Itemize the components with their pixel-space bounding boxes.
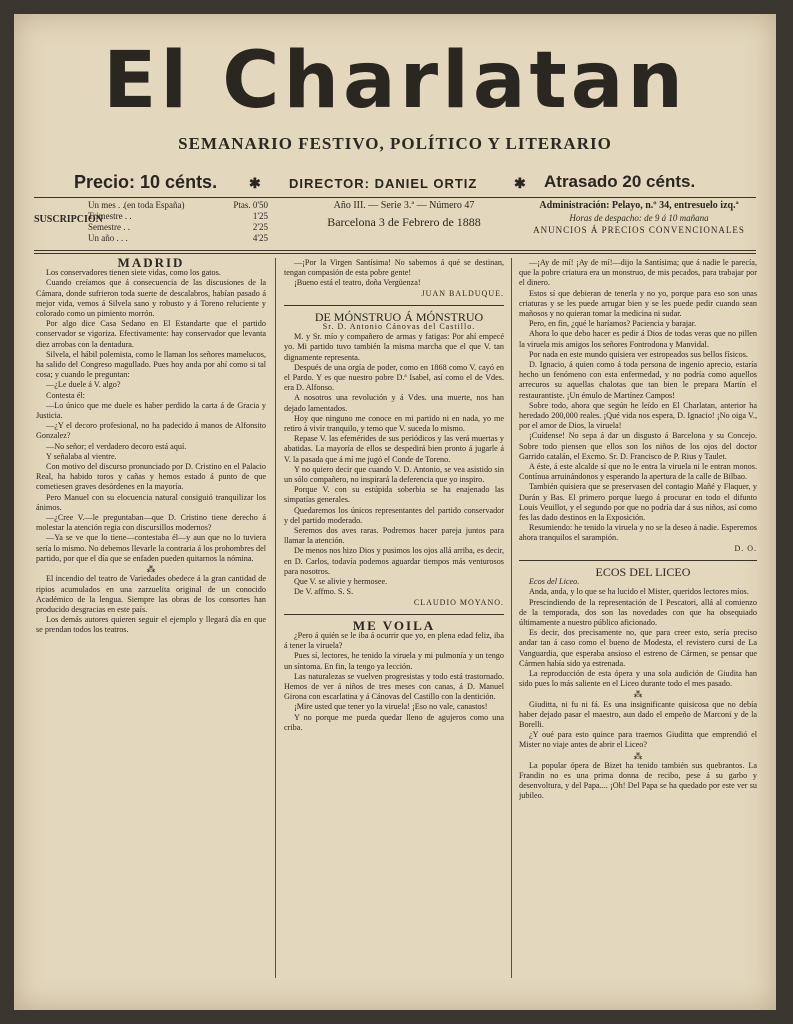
issue-info [304, 200, 504, 230]
paragraph: Las naturalezas se vuelven progresistas y todo está trastornado. Hemos de ver á niños de tres meses con canas, á D. Manuel Girona con escarlatina y á Cánovas del Castillo con la dentición. [284, 671, 504, 702]
paragraph: —¿Le duele á V. algo? [46, 380, 121, 390]
section-heading: ECOS DEL LICEO [595, 564, 691, 579]
top-rule [34, 197, 756, 198]
paragraph: Con motivo del discurso pronunciado por D. Cristino en el Palacio Real, ha habido toros y cañas y hemos estado á punto de que cometiesen graves desórdenes en la mayoría. [36, 462, 266, 492]
paragraph: Los conservadores tienen siete vidas, como los gatos. [46, 268, 221, 278]
admin-hours: Horas de despacho: de 9 á 10 mañana [569, 213, 709, 223]
paragraph: —¿Y el decoro profesional, no ha padecido á manos de Alfonsito Gonzalez? [36, 421, 266, 441]
column-3 [519, 258, 757, 988]
paragraph: ¡Mire usted que tener yo la viruela! ¡Eso no vale, canastos! [294, 702, 488, 712]
paragraph: ¡Bueno está el teatro, doña Vergüenza! [294, 278, 421, 288]
paragraph: Silvela, el hábil polemista, como le llaman los señores mamelucos, ha salido del Congreso magullado. Pues hoy anda por ahí como si tal cosa; y cuando le preguntan: [36, 349, 266, 380]
paragraph: Los demás autores quieren seguir el ejemplo y llegará día en que se prendan todos los teatros. [36, 615, 266, 635]
header-rule [34, 253, 756, 254]
subscription-row: Semestre . . 2'25 [88, 222, 268, 232]
paragraph: ¿Pero á quién se le iba á ocurrir que yo, en plena edad feliz, iba á tener la viruela? [284, 630, 504, 651]
signature: D. O. [734, 543, 757, 553]
section-heading: MADRID [117, 258, 185, 270]
paragraph: Que V. se alivie y hermosee. [294, 577, 388, 587]
asterism-icon: ⁂ [633, 689, 643, 700]
separator [284, 305, 504, 306]
paragraph: —No señor; el verdadero decoro está aquí. [46, 441, 187, 451]
director-label: DIRECTOR: DANIEL ORTIZ [289, 176, 478, 191]
paragraph: La popular ópera de Bizet ha tenido también sus quebrantos. La Frandin no es una prima donna de recibo, pese á su garbo y desenvoltura, y del Papa.... ¡Oh! Del Papa se ha quedado por este ver su jubileo. [519, 760, 757, 801]
paragraph: D. Ignacio, á quien como á toda persona de ingenio aprecio, estaría hecho un fenómeno con esta enfermedad, y no podría como aquellos arrecuros su aquellas chalotas que tan bien le prepara Martín el restaurantiste. ¡Un émulo de Martínez Campos! [519, 360, 757, 400]
paragraph: Sobre todo, ahora que según he leído en El Charlatan, anterior ha heredado 200,000 reales. ¡Qué vida nos espera, D. Ignacio! ¡No oiga V., por el amor de Dios, la viruela! [519, 400, 757, 431]
paragraph: También quisiera que se preservasen del contagio Mañé y Flaquer, y Durán y Bas. El primero porque luego á procurar en todo el difunto Louis Veuillot, y el segundo por que no podría dar á sus niños, así como fes las dado destinos en la Exposición. [519, 482, 757, 523]
column-1 [36, 258, 266, 988]
column-2 [284, 258, 504, 988]
paragraph: —¿Cree V.—le preguntaban—que D. Cristino tiene derecho á molestar la atención regia con discursillos modernos? [36, 513, 266, 533]
star-ornament-icon: ✱ [249, 175, 261, 191]
paragraph: Seremos dos aves raras. Podremos hacer pareja juntos para llamar la atención. [284, 526, 504, 546]
issue-date: Barcelona 3 de Febrero de 1888 [327, 215, 481, 229]
signature: CLAUDIO MOYANO. [413, 597, 504, 607]
paragraph: Después de una orgía de poder, como en 1868 como V. cayó en el Pardo. Y es que nuestro pobre D.ª Isabel, así como el de Vdes. era D. Alfonso. [284, 362, 504, 393]
paragraph: Por algo dice Casa Sedano en El Estandarte que el partido conservador se vigoriza. Efectivamente: hay conservador que levanta diez arrobas con la dentadura. [36, 319, 266, 349]
paragraph: A éste, á este alcalde sí que no le entra la viruela ni le entran monos. Contínua arruinándonos y esperando la apertura de la calle de Bilbao. [519, 462, 757, 482]
paragraph: Quedaremos los únicos representantes del partido conservador y del partido moderado. [284, 505, 504, 525]
section-heading: DE MÓNSTRUO Á MÓNSTRUO [314, 309, 484, 324]
paragraph: —Lo único que me duele es haber perdido la carta á de Gracia y Justicia. [36, 400, 266, 421]
paragraph: Ahora lo que debo hacer es pedir á Dios de todas veras que no pillen la viruela mis amigos los señores Fontrodona y Manvidal. [519, 329, 757, 349]
price-label: Precio: 10 cénts. [74, 172, 218, 192]
paragraph: De menos nos hizo Dios y pusimos los ojos allá arriba, es decir, en D. Carlos, todavía podemos aguardar tiempos más venturosos para nosotros. [284, 546, 504, 576]
subscription-row: Un mes . . (en toda España) Ptas. 0'50 [88, 200, 268, 210]
paragraph: Contesta él: [46, 390, 85, 400]
masthead-subtitle: SEMANARIO FESTIVO, POLÍTICO Y LITERARIO [178, 134, 612, 153]
subscription-table [34, 200, 268, 246]
paragraph: Prescindiendo de la representación de I Pescatori, allá al comienzo de la temporada, dos son las novedades con que ha obsequiado últimamente a nuestro público aficionado. [519, 597, 757, 627]
paragraph: Porque V. con su estúpida soberbia se ha enajenado las simpatías generales. [284, 485, 504, 505]
administration-info [519, 200, 759, 235]
column-divider [511, 258, 512, 978]
paragraph: ¿Y oué para esto quince para traernos Giuditta que emprendió el Mister no viaje antes de abrir el Liceo? [519, 730, 757, 750]
separator [519, 560, 757, 561]
paragraph: El incendio del teatro de Variedades obedece á la gran cantidad de ripios acumulados en una zarzuelita original de un conocido Académico de la lengua. Siempre las obras de los consortes han producido desgracias en este país. [36, 574, 266, 614]
paragraph: Cuando creíamos que á consecuencia de las discusiones de la Cámara, donde sufrieron toda suerte de descalabros, habían pasado á mejor vida, vemos á Silvela sano y robusto y á Toreno reluciente y colorado como un pimiento morrón. [36, 278, 266, 319]
paragraph: ¡Cuídense! No sepa á dar un disgusto á Barcelona y su Concejo. Sobre todo piensen que ellos son los niños de los ojos del doctor Garrido catalán, el Excmo. Sr. D. Francisco de P. Rius y Taulet. [519, 431, 757, 461]
price-line [74, 172, 754, 194]
subscription-row: Trimestre . . 1'25 [88, 211, 268, 221]
asterism-icon: ⁂ [146, 564, 156, 575]
paragraph: —¡Por la Virgen Santísima! No sabemos á qué se destinan, tengan compasión de esta pobre gente! [284, 258, 504, 278]
separator [284, 614, 504, 615]
paragraph: Y no quiero decir que cuando V. D. Antonio, se vea asistido sin un sólo compañero, no inspirará la deferencia que yo inspiro. [284, 464, 504, 485]
paragraph: Giuditta, ni fu ni fá. Es una insignificante quisicosa que no debía haber dejado pasar el maestro, aun dado el empeño de Marconi y de la Borelli. [519, 699, 757, 729]
masthead-title: El Charlatan [103, 36, 687, 126]
paragraph: Pero Manuel con su elocuencia natural consiguió tranquilizar los ánimos. [36, 492, 266, 512]
paragraph: Anda, anda, y lo que se ha lucido el Mister, queridos lectores míos. [529, 587, 749, 597]
paragraph: Estos sí que debieran de tenerla y no yo, porque para eso son unas criaturas y se les puede arrugar bien y se les puede pedir cuando sean mañosos y no quieran tomar la medicina ni sudar. [519, 288, 757, 319]
paragraph: A nosotros una revolución y á Vdes. una muerte, nos han dejado lamentados. [284, 393, 504, 413]
subscription-row: Un año . . . 4'25 [88, 233, 268, 243]
signature: JUAN BALDUQUE. [421, 288, 504, 298]
paragraph: Es decir, dos precisamente no, que para creer esto, sería preciso andar tan á caso como el bueno de Modesta, el revistero cursi de La Vanguardia, que esperaba ansioso el estreno de Cármen, se pensar que Cármen había sido ya estrenada. [519, 628, 757, 668]
paragraph: Resumiendo: he tenido la viruela y no se la deseo á nadie. Esperemos ahora tranquilos el sarampión. [519, 523, 757, 543]
salutation: Sr. D. Antonio Cánovas del Castillo. [322, 322, 476, 332]
star-ornament-icon: ✱ [514, 175, 526, 191]
issue-number: Año III. — Serie 3.ª — Número 47 [333, 200, 475, 211]
paragraph: Pues sí, lectores, he tenido la viruela y mi pulmonía y un tengo un síntoma. En fin, la tengo ya lección. [284, 651, 504, 671]
admin-ads: ANUNCIOS Á PRECIOS CONVENCIONALES [533, 225, 745, 235]
paragraph: —¡Ay de mí! ¡Ay de mí!—dijo la Santísima; que á nadie le parecía, que la pobre criatura era un monstruo, de mis pecados, para trabajar por el dinero. [519, 258, 757, 288]
paragraph: Y señalaba al vientre. [46, 451, 117, 461]
admin-address: Administración: Pelayo, n.º 34, entresuelo izq.ª [539, 200, 739, 211]
paragraph: M. y Sr. mío y compañero de armas y fatigas: Por ahí empecé yo. Mi partido tuvo también la misma marcha que el que V. tan dignamente representa. [284, 332, 504, 362]
newspaper-page [14, 14, 776, 1010]
paragraph: Hoy que ninguno me conoce en mi partido ni en nada, yo me retiro á vivir tranquilo, y temo que V. suceda lo mismo. [284, 413, 504, 434]
paragraph: Repase V. las efemérides de sus periódicos y las verá muertas y abatidas. La mayoría de ellos se despedirá bien pronto á jugarle á V. la pasada que á mí me jugó el Conde de Toreno. [284, 434, 504, 464]
paragraph: Y no porque me pueda quedar lleno de agujeros como una criba. [284, 712, 504, 732]
paragraph: De V. affmo. S. S. [294, 587, 354, 597]
section-heading: ME VOILA [352, 617, 436, 633]
column-divider [275, 258, 276, 978]
subscription-tag: SUSCRIPCION [34, 214, 103, 225]
paragraph: —Ya se ve que lo tiene—contestaba él—y aun que no lo tuviera sería lo mismo. No debemos llevarle la contraria á los prohombres del partido, por que el día que se enfaden pueden quitarnos la nómina. [36, 533, 266, 563]
paragraph: La reproducción de esta ópera y una sola audición de Giudita han sido pues lo más saliente en el Liceo durante todo el mes pasado. [519, 668, 757, 689]
paragraph: Pero, en fin, ¿qué le haríamos? Paciencia y barajar. [529, 319, 697, 329]
paragraph: Ecos del Liceo. [529, 577, 580, 587]
asterism-icon: ⁂ [633, 750, 643, 761]
header-rule [34, 250, 756, 251]
paragraph: Por nada en este mundo quisiera ver estropeados sus bellos físicos. [529, 349, 748, 359]
back-issue-price: Atrasado 20 cénts. [544, 172, 696, 191]
